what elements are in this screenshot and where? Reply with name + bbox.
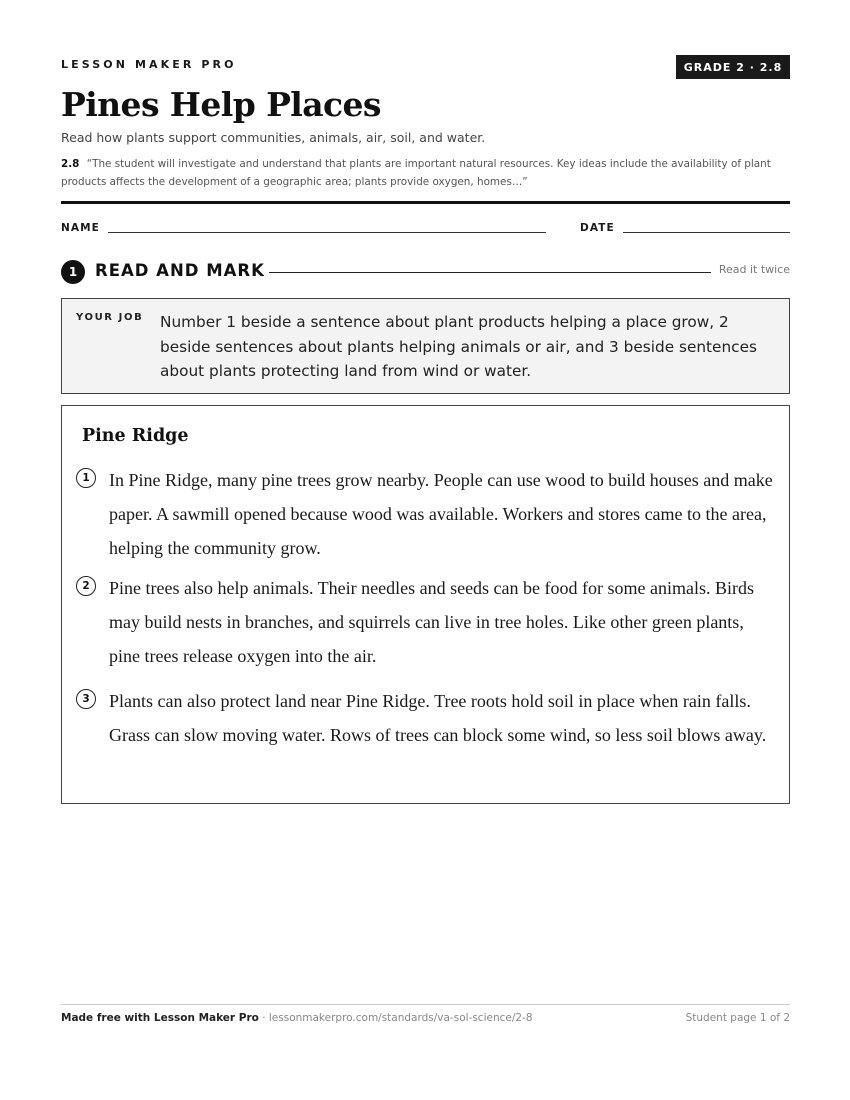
section-header xyxy=(61,260,790,284)
footer-url[interactable]: · lessonmakerpro.com/standards/va-sol-science/2-8 xyxy=(258,1012,533,1024)
standard-text: “The student will investigate and understand that plants are important natural resources. Key ideas include the availability of plant products affects the development of a geographic area; plants provide oxygen, homes…” xyxy=(61,158,771,188)
section-note: Read it twice xyxy=(718,263,790,276)
date-field[interactable] xyxy=(623,232,790,233)
section-number-badge: 1 xyxy=(61,260,85,284)
page-title: Pines Help Places xyxy=(61,85,381,124)
footer-credit xyxy=(61,1012,533,1024)
name-label: NAME xyxy=(61,222,100,234)
paragraph-number-circle: 1 xyxy=(76,468,96,488)
paragraph-text: Plants can also protect land near Pine Ridge. Tree roots hold soil in place when rain falls. Grass can slow moving water. Rows of trees can block some wind, so less soil blows away. xyxy=(109,691,767,745)
grade-badge: GRADE 2 · 2.8 xyxy=(676,55,790,79)
brand-name: LESSON MAKER PRO xyxy=(61,58,237,71)
your-job-instructions: Number 1 beside a sentence about plant products helping a place grow, 2 beside sentences about plants helping animals or air, and 3 beside sentences about plants protecting land from wind or water. xyxy=(160,313,757,380)
name-date-row xyxy=(61,222,790,238)
paragraph-number-circle: 2 xyxy=(76,576,96,596)
header-divider xyxy=(61,201,790,204)
paragraph-text: Pine trees also help animals. Their needles and seeds can be food for some animals. Birds may build nests in branches, and squirrels can live in tree holes. Like other green plants, pine trees release oxygen into the air. xyxy=(109,578,754,666)
paragraph-number-circle: 3 xyxy=(76,689,96,709)
footer-page-number: Student page 1 of 2 xyxy=(685,1012,790,1024)
your-job-label: YOUR JOB xyxy=(76,312,144,323)
page-subtitle: Read how plants support communities, animals, air, soil, and water. xyxy=(61,130,486,145)
worksheet-page xyxy=(61,0,790,1100)
passage-title: Pine Ridge xyxy=(82,426,189,446)
date-label: DATE xyxy=(580,222,615,234)
footer-made-by: Made free with Lesson Maker Pro xyxy=(61,1012,259,1024)
paragraph-text: In Pine Ridge, many pine trees grow nearby. People can use wood to build houses and make paper. A sawmill opened because wood was available. Workers and stores came to the area, helping the community grow. xyxy=(109,470,773,558)
section-divider xyxy=(269,272,711,273)
standard-description xyxy=(61,155,790,191)
name-field[interactable] xyxy=(108,232,546,233)
your-job-box xyxy=(61,298,790,394)
section-title: READ AND MARK xyxy=(95,261,265,280)
footer-divider xyxy=(61,1004,790,1005)
standard-code: 2.8 xyxy=(61,158,80,170)
reading-passage-box xyxy=(61,405,790,804)
